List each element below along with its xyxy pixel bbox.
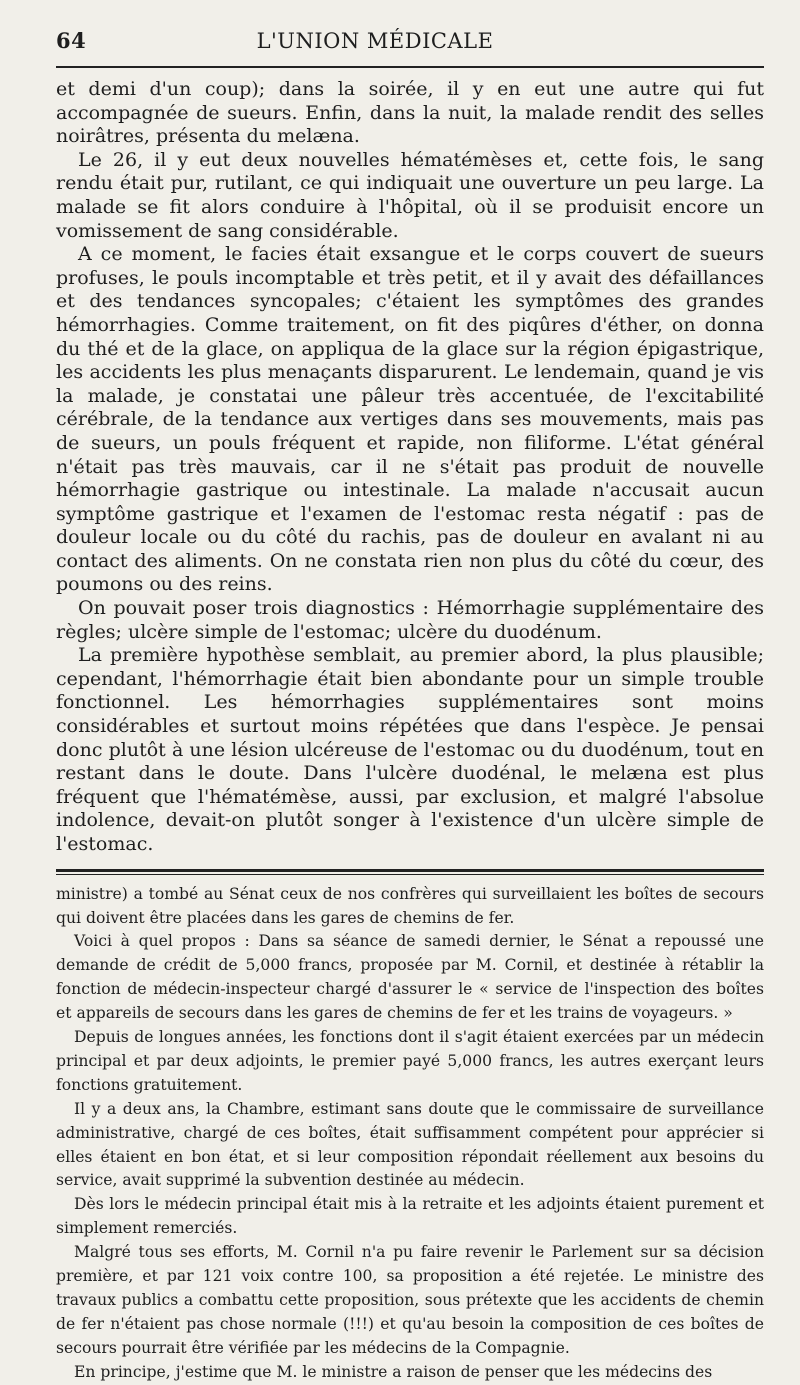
journal-title: L'UNION MÉDICALE (256, 29, 494, 53)
footnote-paragraph-7: En principe, j'estime que M. le ministre a raison de penser que les médecins des (74, 1362, 713, 1381)
footnote-paragraph-3: Depuis de longues années, les fonctions dont il s'agit étaient exercées par un médecin principal et par deux adjoints, le premier payé 5,000 francs, les autres exerçant leurs fonctions gratuitement. (56, 1028, 764, 1094)
running-header (56, 28, 764, 58)
page-number: 64 (56, 28, 87, 53)
footnote-paragraph-6: Malgré tous ses efforts, M. Cornil n'a pu faire revenir le Parlement sur sa décision première, et par 121 voix contre 100, sa proposition a été rejetée. Le ministre des travaux publics a combattu cette proposition, sous prétexte que les accidents de chemin de fer n'étaient pas chose normale (!!!) et qu'au besoin la composition de ces boîtes de secours pourrait être vérifiée par les médecins de la Compagnie. (56, 1243, 764, 1357)
footnote-text (56, 883, 764, 1385)
main-paragraph-5: La première hypothèse semblait, au premier abord, la plus plausible; cependant, l'hémorrhagie était bien abondante pour un simple trouble fonctionnel. Les hémorrhagies supplémentaires sont moins considérables et surtout moins répétées que dans l'espèce. Je pensai donc plutôt à une lésion ulcéreuse de l'estomac ou du duodénum, tout en restant dans le doute. Dans l'ulcère duodénal, le melæna est plus fréquent que l'hématémèse, aussi, par exclusion, et malgré l'absolue indolence, devait-on plutôt songer à l'existence d'un ulcère simple de l'estomac. (56, 644, 764, 855)
main-paragraph-3: A ce moment, le facies était exsangue et le corps couvert de sueurs profuses, le pouls incomptable et très petit, et il y avait des défaillances et des tendances syncopales; c'étaient les symptômes des grandes hémorrhagies. Comme traitement, on fit des piqûres d'éther, on donna du thé et de la glace, on appliqua de la glace sur la région épigastrique, les accidents les plus menaçants disparurent. Le lendemain, quand je vis la malade, je constatai une pâleur très accentuée, de l'excitabilité cérébrale, de la tendance aux vertiges dans ses mouvements, mais pas de sueurs, un pouls fréquent et rapide, non filiforme. L'état général n'était pas très mauvais, car il ne s'était pas produit de nouvelle hémorrhagie gastrique ou intestinale. La malade n'accusait aucun symptôme gastrique et l'examen de l'estomac resta négatif : pas de douleur locale ou du côté du rachis, pas de douleur en avalant ni au contact des aliments. On ne constata rien non plus du côté du cœur, des poumons ou des reins. (56, 243, 764, 596)
main-paragraph-4: On pouvait poser trois diagnostics : Hémorrhagie supplémentaire des règles; ulcère simple de l'estomac; ulcère du duodénum. (56, 597, 764, 643)
header-rule (56, 66, 764, 68)
main-text (56, 78, 764, 857)
footnote-paragraph-2: Voici à quel propos : Dans sa séance de samedi dernier, le Sénat a repoussé une demande de crédit de 5,000 francs, proposée par M. Cornil, et destinée à rétablir la fonction de médecin-inspecteur chargé d'assurer le « service de l'inspection des boîtes et appareils de secours dans les gares de chemins de fer et les trains de voyageurs. » (56, 932, 764, 1023)
footnote-paragraph-4: Il y a deux ans, la Chambre, estimant sans doute que le commissaire de surveillance administrative, chargé de ces boîtes, était suffisamment compétent pour apprécier si elles étaient en bon état, et si leur composition répondait réellement aux besoins du service, avait supprimé la subvention destinée au médecin. (56, 1099, 764, 1190)
footnote-separator (56, 869, 764, 875)
footnote-paragraph-1: ministre) a tombé au Sénat ceux de nos confrères qui surveillaient les boîtes de secours qui doivent être placées dans les gares de chemins de fer. (56, 884, 764, 927)
main-paragraph-2: Le 26, il y eut deux nouvelles hématémèses et, cette fois, le sang rendu était pur, rutilant, ce qui indiquait une ouverture un peu large. La malade se fit alors conduire à l'hôpital, où il se produisit encore un vomissement de sang considérable. (56, 148, 764, 242)
footnote-paragraph-5: Dès lors le médecin principal était mis à la retraite et les adjoints étaient purement et simplement remerciés. (56, 1195, 764, 1238)
main-paragraph-1: et demi d'un coup); dans la soirée, il y en eut une autre qui fut accompagnée de sueurs. Enfin, dans la nuit, la malade rendit des selles noirâtres, présenta du melæna. (56, 78, 764, 148)
